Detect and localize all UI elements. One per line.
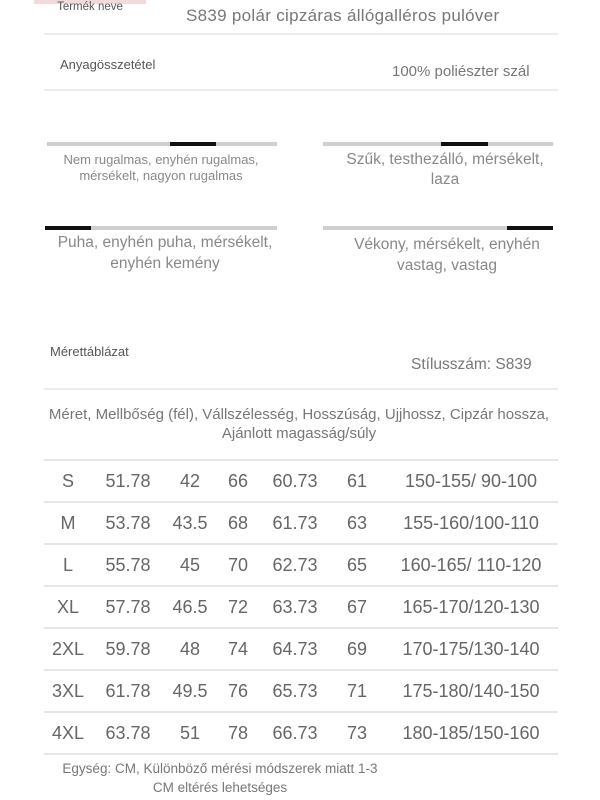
sleeve-cell: 64.73: [260, 628, 330, 670]
softness-scale-bar: [45, 226, 277, 230]
chest-cell: 57.78: [92, 586, 164, 628]
chest-cell: 55.78: [92, 544, 164, 586]
zipper-cell: 73: [330, 712, 384, 754]
divider: [44, 89, 558, 91]
size-cell: S: [44, 460, 92, 502]
fit-scale-text: Szűk, testhezálló, mérsékelt, laza: [346, 151, 544, 188]
recommended-cell: 165-170/120-130: [384, 586, 558, 628]
table-row: [44, 502, 558, 544]
sleeve-cell: 66.73: [260, 712, 330, 754]
product-name-value: S839 polár cipzáras állógalléros pulóver: [186, 6, 500, 25]
zipper-cell: 63: [330, 502, 384, 544]
shoulder-cell: 51: [164, 712, 216, 754]
shoulder-cell: 43.5: [164, 502, 216, 544]
thickness-scale-bar: [323, 226, 553, 230]
measurement-footnote: Egység: CM, Különböző mérési módszerek miatt 1-3 CM eltérés lehetséges: [62, 761, 378, 795]
shoulder-cell: 42: [164, 460, 216, 502]
length-cell: 70: [216, 544, 260, 586]
size-table-columns-description: Méret, Mellbőség (fél), Vállszélesség, Hosszúság, Ujjhossz, Cipzár hossza, Ajánlott magasság/súly: [48, 406, 550, 442]
size-cell: M: [44, 502, 92, 544]
fit-scale-bar: [323, 142, 553, 146]
recommended-cell: 180-185/150-160: [384, 712, 558, 754]
material-value: 100% poliészter szál: [392, 63, 530, 80]
shoulder-cell: 46.5: [164, 586, 216, 628]
chest-cell: 61.78: [92, 670, 164, 712]
chest-cell: 51.78: [92, 460, 164, 502]
zipper-cell: 69: [330, 628, 384, 670]
divider: [44, 388, 558, 390]
zipper-cell: 61: [330, 460, 384, 502]
sleeve-cell: 61.73: [260, 502, 330, 544]
length-cell: 74: [216, 628, 260, 670]
thickness-scale-marker: [507, 226, 553, 230]
sleeve-cell: 63.73: [260, 586, 330, 628]
zipper-cell: 71: [330, 670, 384, 712]
table-row: [44, 670, 558, 712]
chest-cell: 53.78: [92, 502, 164, 544]
elasticity-scale-bar: [47, 142, 277, 146]
size-table: [44, 459, 558, 755]
material-label: Anyagösszetétel: [60, 57, 156, 72]
length-cell: 68: [216, 502, 260, 544]
softness-scale-marker: [45, 226, 91, 230]
divider: [44, 33, 558, 35]
table-row: [44, 460, 558, 502]
product-name-label: Termék neve: [57, 1, 123, 13]
zipper-cell: 67: [330, 586, 384, 628]
length-cell: 66: [216, 460, 260, 502]
length-cell: 78: [216, 712, 260, 754]
length-cell: 72: [216, 586, 260, 628]
size-cell: L: [44, 544, 92, 586]
sleeve-cell: 65.73: [260, 670, 330, 712]
size-cell: 4XL: [44, 712, 92, 754]
shoulder-cell: 48: [164, 628, 216, 670]
chest-cell: 63.78: [92, 712, 164, 754]
chest-cell: 59.78: [92, 628, 164, 670]
recommended-cell: 150-155/ 90-100: [384, 460, 558, 502]
recommended-cell: 170-175/130-140: [384, 628, 558, 670]
elasticity-scale-marker: [170, 142, 216, 146]
table-row: [44, 628, 558, 670]
recommended-cell: 155-160/100-110: [384, 502, 558, 544]
recommended-cell: 175-180/140-150: [384, 670, 558, 712]
sleeve-cell: 62.73: [260, 544, 330, 586]
shoulder-cell: 45: [164, 544, 216, 586]
zipper-cell: 65: [330, 544, 384, 586]
table-row: [44, 586, 558, 628]
size-chart-label: Mérettáblázat: [50, 344, 129, 359]
table-row: [44, 712, 558, 754]
elasticity-scale-text: Nem rugalmas, enyhén rugalmas, mérsékelt, nagyon rugalmas: [63, 152, 259, 183]
length-cell: 76: [216, 670, 260, 712]
softness-scale-text: Puha, enyhén puha, mérsékelt, enyhén kemény: [57, 234, 273, 272]
table-row: [44, 544, 558, 586]
size-cell: 3XL: [44, 670, 92, 712]
fit-scale-marker: [441, 142, 488, 146]
style-number: Stílusszám: S839: [411, 356, 532, 373]
recommended-cell: 160-165/ 110-120: [384, 544, 558, 586]
sleeve-cell: 60.73: [260, 460, 330, 502]
shoulder-cell: 49.5: [164, 670, 216, 712]
thickness-scale-text: Vékony, mérsékelt, enyhén vastag, vastag: [354, 236, 540, 274]
size-cell: 2XL: [44, 628, 92, 670]
size-cell: XL: [44, 586, 92, 628]
